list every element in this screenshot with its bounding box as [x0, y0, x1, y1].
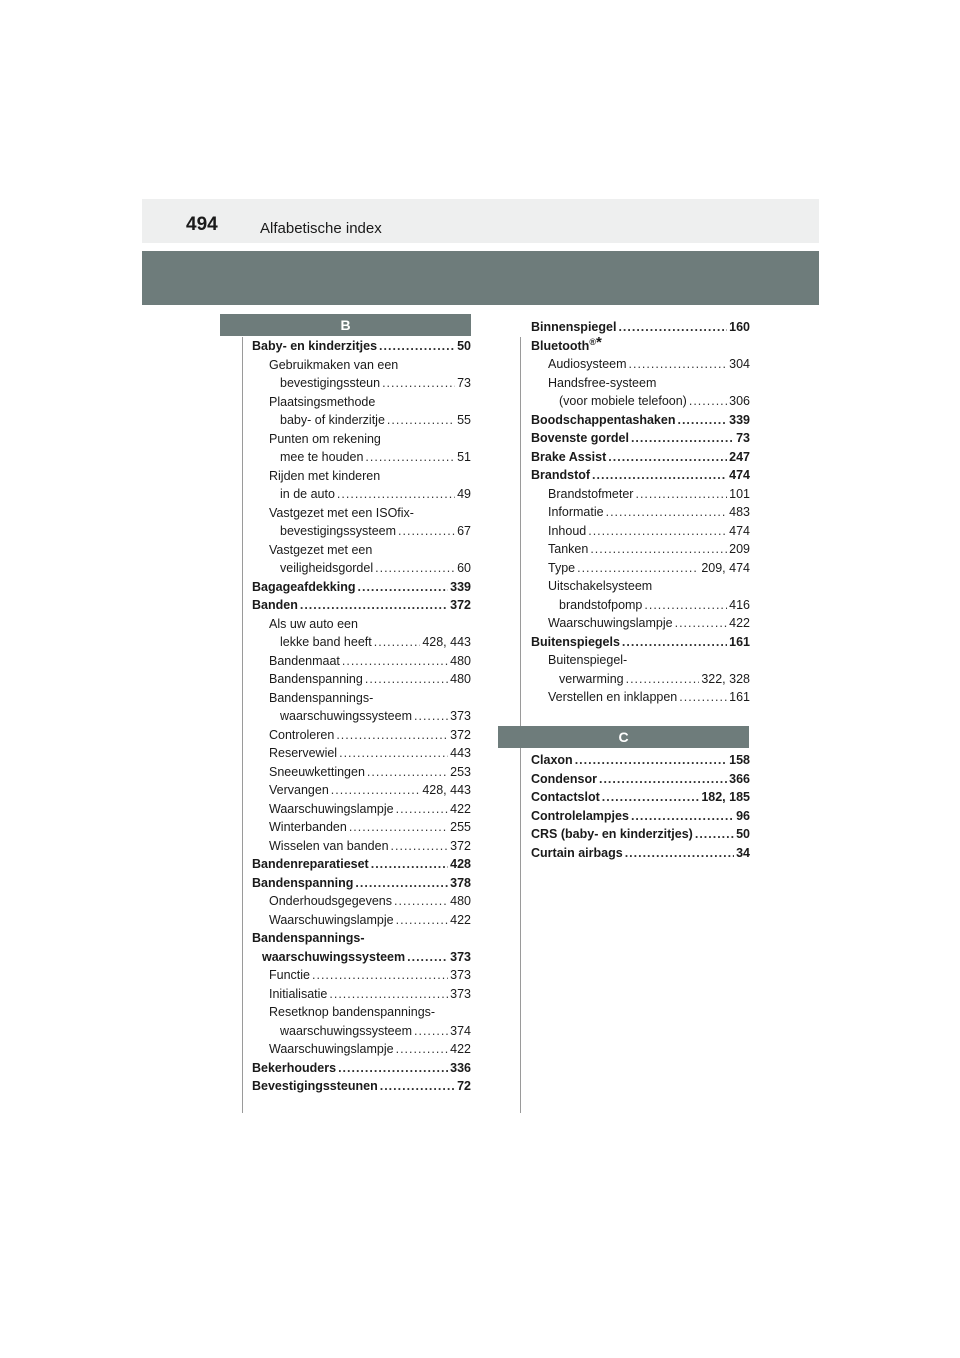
index-entry: [531, 844, 750, 863]
index-term: Winterbanden: [269, 820, 347, 834]
index-term: Bekerhouders: [252, 1060, 337, 1075]
dot-leader: [689, 392, 727, 411]
index-term: Bandenspanning: [269, 672, 363, 686]
index-term: Bandenspanning: [252, 875, 354, 890]
page-reference: 474: [729, 468, 750, 482]
dot-leader: [331, 781, 421, 800]
index-term: Tanken: [548, 542, 589, 556]
index-column-right-b: [531, 318, 750, 707]
index-entry: [531, 788, 750, 807]
page-reference: 416: [729, 597, 750, 612]
dot-leader: [355, 874, 448, 893]
index-term: Bandenspannings-: [269, 690, 374, 705]
index-term: Vervangen: [269, 783, 329, 797]
index-term: Bandenreparatieset: [252, 857, 369, 871]
page-reference: 50: [457, 339, 471, 353]
index-entry: [531, 559, 750, 578]
page-reference: 322, 328: [701, 671, 750, 686]
index-entry: [252, 615, 471, 634]
index-entry: [531, 651, 750, 670]
index-term: (voor mobiele telefoon): [559, 394, 687, 408]
index-term: verwarming: [559, 671, 624, 686]
dot-leader: [329, 985, 448, 1004]
page-reference: 374: [450, 1023, 471, 1038]
page-reference: 253: [450, 764, 471, 779]
index-entry: [252, 337, 471, 356]
index-term: Waarschuwingslampje: [269, 801, 394, 816]
page-reference: 306: [729, 394, 750, 408]
page-reference: 422: [450, 1042, 471, 1056]
page-reference: 443: [450, 746, 471, 760]
index-term: Reservewiel: [269, 746, 338, 760]
page-reference: 101: [729, 486, 750, 501]
dot-leader: [394, 892, 448, 911]
page-reference: 209, 474: [701, 560, 750, 575]
dot-leader: [396, 911, 449, 930]
dot-leader: [588, 522, 727, 541]
dot-leader: [626, 670, 700, 689]
letter-tab-c: C: [498, 726, 749, 748]
index-entry: [252, 985, 471, 1004]
dot-leader: [618, 318, 727, 337]
dot-leader: [625, 844, 734, 863]
index-term: Vastgezet met een ISOfix-: [269, 505, 414, 520]
page-reference: 378: [450, 875, 471, 890]
dot-leader: [339, 744, 448, 763]
dot-leader: [635, 485, 727, 504]
dot-leader: [414, 1022, 448, 1041]
index-entry: [252, 411, 471, 430]
index-entry: [252, 1077, 471, 1096]
index-entry: [531, 751, 750, 770]
index-entry: [531, 466, 750, 485]
page-reference: 373: [450, 968, 471, 982]
index-term: Onderhoudsgegevens: [269, 894, 393, 908]
index-term: waarschuwingssysteem: [280, 1023, 412, 1038]
dot-leader: [396, 800, 449, 819]
dot-leader: [371, 855, 448, 874]
index-entry: [252, 393, 471, 412]
page-reference: 72: [457, 1079, 471, 1093]
index-term: Bluetooth: [531, 338, 590, 353]
index-term: Bandenmaat: [269, 653, 340, 668]
dot-leader: [342, 652, 448, 671]
index-entry: [252, 855, 471, 874]
index-entry: [531, 825, 750, 844]
index-term: Waarschuwingslampje: [269, 912, 394, 927]
index-entry: [252, 633, 471, 652]
page-reference: 209: [729, 542, 750, 556]
page-reference: 49: [457, 487, 471, 501]
index-entry: [252, 818, 471, 837]
index-term: Gebruikmaken van een: [269, 357, 399, 372]
dot-leader: [608, 448, 727, 467]
page-reference: 51: [457, 450, 471, 464]
index-entry: [531, 540, 750, 559]
index-entry: [252, 1022, 471, 1041]
dot-leader: [602, 788, 700, 807]
dot-leader: [336, 726, 448, 745]
page-reference: 480: [450, 894, 471, 908]
left-column-rule: [242, 337, 243, 1113]
page-reference: 474: [729, 523, 750, 538]
dot-leader: [575, 751, 727, 770]
index-entry: [531, 596, 750, 615]
index-term: Uitschakelsysteem: [548, 579, 653, 593]
index-entry: [252, 559, 471, 578]
index-entry: [531, 318, 750, 337]
page-reference: 422: [729, 616, 750, 630]
index-term: veiligheidsgordel: [280, 561, 374, 575]
index-entry: [252, 837, 471, 856]
index-entry: [252, 763, 471, 782]
index-entry: [531, 614, 750, 633]
index-entry: [252, 1040, 471, 1059]
index-term: Vastgezet met een: [269, 542, 373, 557]
page-reference: 67: [457, 524, 471, 538]
page-reference: 55: [457, 413, 471, 427]
page-reference: 339: [729, 412, 750, 427]
index-entry: [252, 504, 471, 523]
index-entry: [531, 411, 750, 430]
index-column-left: [252, 337, 471, 1096]
dot-leader: [365, 448, 455, 467]
index-entry: [531, 688, 750, 707]
index-entry: [252, 1003, 471, 1022]
index-term: Buitenspiegels: [531, 634, 620, 649]
index-entry: [252, 652, 471, 671]
index-term: CRS (baby- en kinderzitjes): [531, 827, 693, 841]
header-bar: [142, 199, 819, 243]
index-term: bevestigingssteun: [280, 376, 381, 390]
page-reference: 480: [450, 672, 471, 686]
index-term: Buitenspiegel-: [548, 653, 628, 667]
dot-leader: [396, 1040, 449, 1059]
page-reference: 422: [450, 801, 471, 816]
page-reference: 60: [457, 561, 471, 575]
page-reference: 160: [729, 320, 750, 334]
index-term: Als uw auto een: [269, 616, 358, 631]
dot-leader: [407, 948, 448, 967]
index-term: Bandenspannings-: [252, 931, 365, 945]
index-term: Verstellen en inklappen: [548, 690, 678, 704]
index-entry: [531, 337, 750, 356]
page-reference: 373: [450, 986, 471, 1001]
dot-leader: [644, 596, 727, 615]
index-entry: [531, 485, 750, 504]
index-entry: [252, 874, 471, 893]
index-entry: [531, 374, 750, 393]
index-term: waarschuwingssysteem: [280, 709, 412, 723]
page-number: 494: [186, 214, 218, 235]
dot-leader: [338, 1059, 448, 1078]
index-term: bevestigingssysteem: [280, 524, 397, 538]
index-term: Contactslot: [531, 790, 600, 804]
index-term: Controleren: [269, 727, 335, 742]
page-reference: 336: [450, 1060, 471, 1075]
dot-leader: [312, 966, 448, 985]
index-entry: [252, 689, 471, 708]
index-term: Waarschuwingslampje: [269, 1042, 394, 1056]
index-entry: [531, 355, 750, 374]
index-term: Inhoud: [548, 523, 587, 538]
index-entry: [252, 892, 471, 911]
index-entry: [531, 429, 750, 448]
asterisk-mark: *: [595, 336, 602, 351]
index-term: Plaatsingsmethode: [269, 394, 376, 409]
index-term: lekke band heeft: [280, 635, 372, 649]
page-reference: 428, 443: [422, 635, 471, 649]
letter-tab-b: B: [220, 314, 471, 336]
index-entry: [531, 770, 750, 789]
dot-leader: [599, 770, 727, 789]
index-entry: [252, 781, 471, 800]
index-term: Controlelampjes: [531, 808, 629, 823]
page-reference: 428: [450, 857, 471, 871]
page-reference: 422: [450, 912, 471, 927]
index-term: Bovenste gordel: [531, 431, 629, 445]
dot-leader: [349, 818, 448, 837]
dot-leader: [391, 837, 449, 856]
index-term: baby- of kinderzitje: [280, 413, 385, 427]
index-entry: [531, 807, 750, 826]
index-entry: [252, 744, 471, 763]
dot-leader: [577, 559, 699, 578]
dot-leader: [337, 485, 455, 504]
index-term: Informatie: [548, 505, 604, 519]
page-reference: 428, 443: [422, 783, 471, 797]
index-column-right-c: [531, 751, 750, 862]
index-entry: [531, 503, 750, 522]
dot-leader: [382, 374, 455, 393]
page-reference: 480: [450, 653, 471, 668]
index-term: Brandstof: [531, 468, 591, 482]
dot-leader: [300, 596, 448, 615]
dot-leader: [590, 540, 727, 559]
section-title: Alfabetische index: [260, 220, 382, 237]
page-reference: 50: [736, 827, 750, 841]
index-entry: [531, 522, 750, 541]
index-entry: [252, 966, 471, 985]
index-term: Waarschuwingslampje: [548, 616, 673, 630]
index-entry: [252, 485, 471, 504]
dot-leader: [675, 614, 728, 633]
dot-leader: [398, 522, 455, 541]
page-reference: 366: [729, 771, 750, 786]
index-entry: [252, 522, 471, 541]
page-reference: 483: [729, 505, 750, 519]
index-entry: [531, 448, 750, 467]
header-banner: [142, 251, 819, 305]
index-term: Rijden met kinderen: [269, 468, 381, 483]
page-reference: 73: [457, 376, 471, 390]
dot-leader: [414, 707, 448, 726]
dot-leader: [629, 355, 728, 374]
index-term: Initialisatie: [269, 986, 328, 1001]
page-reference: 182, 185: [701, 790, 750, 804]
index-entry: [252, 707, 471, 726]
page-reference: 339: [450, 579, 471, 594]
index-entry: [252, 374, 471, 393]
index-entry: [252, 430, 471, 449]
dot-leader: [679, 688, 727, 707]
dot-leader: [365, 670, 448, 689]
index-entry: [252, 578, 471, 597]
dot-leader: [631, 807, 734, 826]
page-reference: 372: [450, 598, 471, 612]
dot-leader: [606, 503, 728, 522]
dot-leader: [374, 633, 421, 652]
index-entry: [252, 670, 471, 689]
dot-leader: [358, 578, 449, 597]
page-reference: 73: [736, 431, 750, 445]
index-term: Wisselen van banden: [269, 838, 389, 853]
right-column-rule: [520, 337, 521, 1113]
index-term: Type: [548, 560, 576, 575]
index-term: Audiosysteem: [548, 357, 627, 371]
index-term: Sneeuwkettingen: [269, 764, 365, 779]
index-term: Boodschappentashaken: [531, 412, 676, 427]
page-reference: 247: [729, 449, 750, 464]
index-term: Functie: [269, 968, 310, 982]
index-term: Curtain airbags: [531, 845, 623, 860]
page-reference: 372: [450, 727, 471, 742]
index-term: in de auto: [280, 487, 335, 501]
index-entry: [252, 356, 471, 375]
dot-leader: [592, 466, 727, 485]
index-entry: [531, 670, 750, 689]
page-reference: 373: [450, 949, 471, 964]
dot-leader: [379, 337, 455, 356]
index-term: Binnenspiegel: [531, 320, 617, 334]
dot-leader: [375, 559, 455, 578]
index-entry: [252, 929, 471, 948]
page-reference: 373: [450, 709, 471, 723]
index-entry: [252, 541, 471, 560]
index-term: Bagageafdekking: [252, 579, 356, 594]
index-entry: [252, 726, 471, 745]
page-reference: 161: [729, 690, 750, 704]
index-term: Baby- en kinderzitjes: [252, 339, 378, 353]
registered-mark: ®: [589, 336, 596, 347]
index-term: mee te houden: [280, 450, 364, 464]
page-reference: 304: [729, 357, 750, 371]
page-reference: 34: [736, 845, 750, 860]
index-entry: [531, 392, 750, 411]
index-entry: [252, 800, 471, 819]
dot-leader: [695, 825, 734, 844]
index-entry: [531, 633, 750, 652]
page-reference: 158: [729, 753, 750, 767]
index-entry: [252, 448, 471, 467]
dot-leader: [367, 763, 448, 782]
index-term: Resetknop bandenspannings-: [269, 1005, 436, 1019]
index-entry: [252, 596, 471, 615]
index-entry: [252, 948, 471, 967]
dot-leader: [631, 429, 734, 448]
index-term: brandstofpomp: [559, 597, 643, 612]
page-reference: 161: [729, 634, 750, 649]
index-term: Condensor: [531, 771, 597, 786]
index-term: Brake Assist: [531, 449, 607, 464]
index-term: Brandstofmeter: [548, 486, 634, 501]
index-term: Punten om rekening: [269, 431, 381, 446]
index-entry: [252, 1059, 471, 1078]
index-term: Handsfree-systeem: [548, 375, 657, 390]
index-term: Claxon: [531, 753, 573, 767]
dot-leader: [622, 633, 727, 652]
index-entry: [252, 911, 471, 930]
index-entry: [531, 577, 750, 596]
dot-leader: [677, 411, 727, 430]
page-reference: 372: [450, 838, 471, 853]
page-reference: 255: [450, 820, 471, 834]
index-entry: [252, 467, 471, 486]
index-term: Bevestigingssteunen: [252, 1079, 378, 1093]
index-term: waarschuwingssysteem: [262, 949, 406, 964]
index-term: Banden: [252, 598, 298, 612]
page-reference: 96: [736, 808, 750, 823]
dot-leader: [380, 1077, 455, 1096]
dot-leader: [387, 411, 455, 430]
